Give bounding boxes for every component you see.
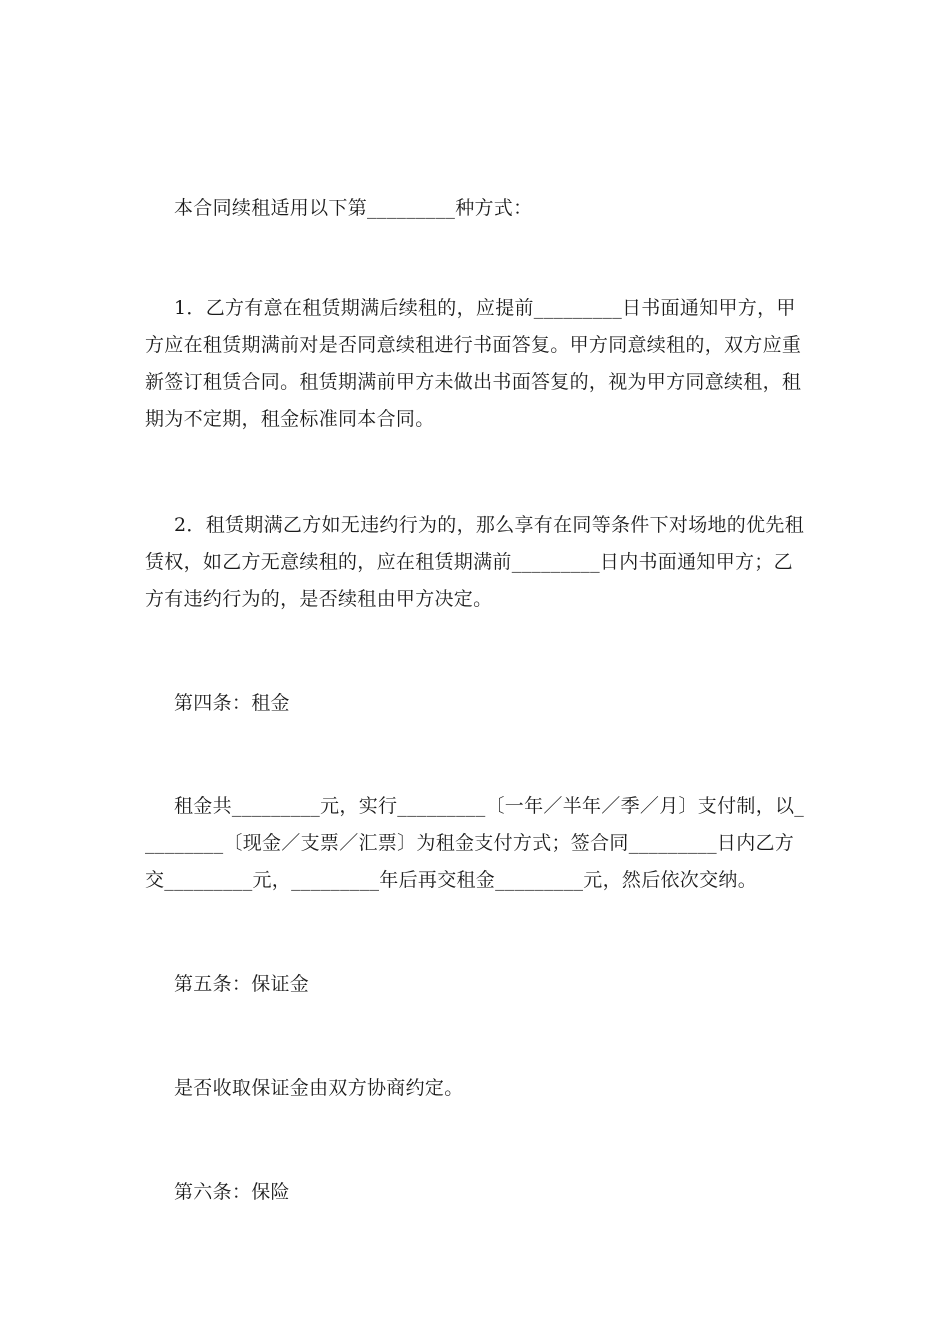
renewal-clause-1: 1．乙方有意在租赁期满后续租的，应提前_________日书面通知甲方，甲方应在租赁期满前对是否同意续租进行书面答复。甲方同意续租的，双方应重新签订租赁合同。租赁期满前甲方未做出书面答复的，视为甲方同意续租，租期为不定期，租金标准同本合同。	[145, 297, 802, 430]
renewal-method-paragraph: 本合同续租适用以下第_________种方式：	[174, 197, 533, 219]
deposit-paragraph: 是否收取保证金由双方协商约定。	[174, 1077, 464, 1099]
rent-terms-paragraph: 租金共_________元，实行_________〔一年／半年／季／月〕支付制，以_________〔现金／支票／汇票〕为租金支付方式；签合同_________日内乙方交_________元，_________年后再交租金_________元，然后依次交纳。	[145, 795, 805, 891]
article-4-heading: 第四条：租金	[174, 692, 290, 714]
article-5-heading: 第五条：保证金	[174, 973, 310, 995]
renewal-clause-2: 2．租赁期满乙方如无违约行为的，那么享有在同等条件下对场地的优先租赁权，如乙方无意续租的，应在租赁期满前_________日内书面通知甲方；乙方有违约行为的，是否续租由甲方决定。	[145, 514, 804, 610]
article-6-heading: 第六条：保险	[174, 1181, 290, 1203]
